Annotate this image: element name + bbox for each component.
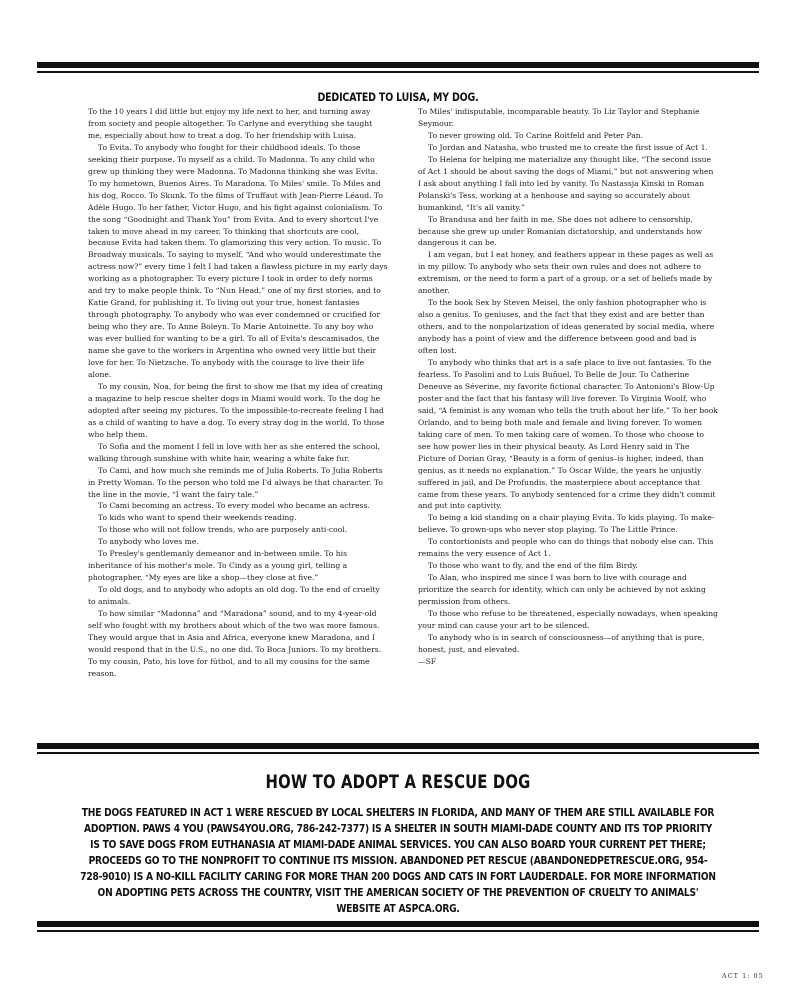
left-paragraph: To kids who want to spend their weekends reading. <box>98 513 297 523</box>
right-paragraph: To contortionists and people who can do things that nobody else can. This remains the very essence of Act 1. <box>418 537 714 559</box>
left-paragraph: To how similar “Madonna” and “Maradona” sound, and to my 4-year-old self who fought with my brothers about which of the two was more famous. They would argue that in Asia and Africa, everyone knew Maradona, and I would respond that in the U.S., no one did. To Boca Juniors. To my brothers. To my cousin, Pato, his love for fútbol, and to all my cousins for the same reason. <box>88 609 382 678</box>
left-paragraph: To my cousin, Noa, for being the first to show me that my idea of creating a magazine to help rescue shelter dogs in Miami would work. To the dog he adopted after seeing my pictures. To the impossible-to-recreate feeling I had as a child of wanting to have a dog. To every stray dog in the world. To those who help them. <box>88 381 385 439</box>
right-paragraph: To those who refuse to be threatened, especially nowadays, when speaking your mind can cause your art to be silenced. <box>418 609 718 630</box>
right-column <box>418 106 718 680</box>
left-column <box>88 106 388 680</box>
right-paragraph: To never growing old. To Carine Roitfeld and Peter Pan. <box>428 130 644 140</box>
bottom-rule <box>37 921 759 932</box>
right-paragraph: To Miles' indisputable, incomparable beauty. To Liz Taylor and Stephanie Seymour. <box>418 107 700 128</box>
right-paragraph: To the book Sex by Steven Meisel, the only fashion photographer who is also a genius. To geniuses, and the fact that they exist and are better than others, and to the nonpolarization of ideas generated by social media, where anybody has a point of view and the difference between good and bad is often lost. <box>418 298 715 356</box>
adopt-body-text: THE DOGS FEATURED IN ACT 1 WERE RESCUED BY LOCAL SHELTERS IN FLORIDA, AND MANY OF THEM ARE STILL AVAILABLE FOR ADOPTION. PAWS 4 YOU (PAWS4YOU.ORG, 786-242-7377) IS A SHELTER IN SOUTH MIAMI-DADE COUNTY AND ITS TOP PRIORITY IS TO SAVE DOGS FROM EUTHANASIA AT MIAMI-DADE ANIMAL SERVICES. YOU CAN ALSO BOARD YOUR CURRENT PET THERE; PROCEEDS GO TO THE NONPROFIT TO CONTINUE ITS MISSION. ABANDONED PET RESCUE (ABANDONEDPETRESCUE.ORG, 954-728-9010) IS A NO-KILL FACILITY CARING FOR MORE THAN 200 DOGS AND CATS IN FORT LAUDERDALE. FOR MORE INFORMATION ON ADOPTING PETS ACROSS THE COUNTRY, VISIT THE AMERICAN SOCIETY OF THE PREVENTION OF CRUELTY TO ANIMALS' WEBSITE AT ASPCA.ORG. <box>80 807 716 915</box>
right-paragraph: To anybody who thinks that art is a safe place to live out fantasies. To the fearless. To Pasolini and to Luis Buñuel. To Belle de Jour. To Catherine Deneuve as Séverine, my favorite fictional character. To Antonioni's Blow-Up poster and the fact that his fantasy will live forever. To Virginia Woolf, who said, “A feminist is any woman who tells the truth about her life.” To her book Orlando, and to being both male and female and living forever. To women taking care of men. To men taking care of women. To those who choose to see how power lies in their physical beauty. As Lord Henry said in The Picture of Dorian Gray, “Beauty is a form of genius–is higher, indeed, than genius, as it needs no explanation.” To Oscar Wilde, the years he unjustly suffered in jail, and De Profundis, the masterpiece about acceptance that came from these years. To anybody sentenced for a crime they didn't commit and put into captivity. <box>418 358 718 511</box>
left-paragraph: To Cami becoming an actress. To every model who became an actress. <box>98 501 370 511</box>
right-paragraph: To Brandusa and her faith in me. She does not adhere to censorship, because she grew up under Romanian dictatorship, and understands how dangerous it can be. <box>418 214 703 248</box>
left-paragraph: To old dogs, and to anybody who adopts an old dog. To the end of cruelty to animals. <box>88 585 380 607</box>
top-rule <box>37 62 759 73</box>
signature: —SF <box>418 656 437 666</box>
dedication-title: DEDICATED TO LUISA, MY DOG. <box>317 90 479 104</box>
right-paragraph: To Helena for helping me materialize any thought like, “The second issue of Act 1 should be about saving the dogs of Miami,” but not answering when I ask about anything I fall into led by vanity. To Nastassja Kinski in Roman Polanski's Tess, working at a henhouse and saying so accurately about humankind, “It's all vanity.” <box>418 154 714 212</box>
right-paragraph: To being a kid standing on a chair playing Evita. To kids playing. To make-believe. To grown-ups who never stop playing. To The Little Prince. <box>418 513 715 535</box>
left-paragraph: To the 10 years I did little but enjoy my life next to her, and turning away from society and people altogether. To Carlyne and everything she taught me, especially about how to treat a dog. To her friendship with Luisa. <box>88 107 373 140</box>
left-paragraph: To Evita. To anybody who fought for their childhood ideals. To those seeking their purpose. To myself as a child. To Madonna. To any child who grew up thinking they were Madonna. To Madonna thinking she was Evita. To my hometown, Buenos Aires. To Maradona. To Miles' smile. To Miles and his dog, Rocco. To Skunk. To the films of Truffaut with Jean-Pierre Léaud. To Adèle Hugo. To her father, Victor Hugo, and his fight against colonialism. To the song “Goodnight and Thank You” from Evita. And to every shortcut I've taken to move ahead in my career. To thinking that shortcuts are cool, because Evita had taken them. To glamorizing this very action. To music. To Broadway musicals. To saying to myself, “And who would underestimate the actress now?” every time I felt I had taken a flawless picture in my early days working as a photographer. To every picture I took in order to defy norms and try to make people think. To “Nun Head,” one of my first stories, and to Katie Grand, for publishing it. To living out your true, honest fantasies through photography. To anybody who was ever condemned or crucified for being who they are. To Anne Boleyn. To Marie Antoinette. To any boy who was ever bullied for wanting to be a girl. To all of Evita's descamisados, the name she gave to the workers in Argentina who owned very little but their love for her. To Nietzsche. To anybody with the courage to live their life alone. <box>88 142 388 379</box>
middle-rule <box>37 743 759 754</box>
left-paragraph: To those who will not follow trends, who are purposely anti-cool. <box>98 525 348 535</box>
right-paragraph: To those who want to fly, and the end of the film Birdy. <box>428 561 638 571</box>
right-paragraph: I am vegan, but I eat honey, and feathers appear in these pages as well as in my pillow. To anybody who sets their own rules and does not adhere to extremism, or the need to form a part of a group, or a set of beliefs made by another. <box>418 250 714 296</box>
adopt-title: HOW TO ADOPT A RESCUE DOG <box>265 771 531 793</box>
left-paragraph: To Sofia and the moment I fell in love with her as she entered the school, walking through sunshine with white hair, wearing a white fake fur. <box>88 441 380 463</box>
dedication-columns <box>88 106 718 680</box>
page-folio: ACT 1: 05 <box>722 972 764 980</box>
left-paragraph: To anybody who loves me. <box>98 537 199 547</box>
right-paragraph: To Jordan and Natasha, who trusted me to create the first issue of Act 1. <box>428 142 708 152</box>
left-paragraph: To Cami, and how much she reminds me of Julia Roberts. To Julia Roberts in Pretty Woman. To the person who told me I'd always be that character. To the line in the movie, “I want the fairy tale.” <box>88 465 383 499</box>
right-paragraph: To anybody who is in search of consciousness—of anything that is pure, honest, just, and elevated. <box>418 632 705 654</box>
right-paragraph: To Alan, who inspired me since I was born to live with courage and prioritize the search for identity, which can only be achieved by not asking permission from others. <box>418 573 706 607</box>
left-paragraph: To Presley's gentlemanly demeanor and in-between smile. To his inheritance of his mother's mole. To Cindy as a young girl, telling a photographer, “My eyes are like a shop—they close at five.” <box>88 549 348 583</box>
adopt-body <box>80 805 716 917</box>
